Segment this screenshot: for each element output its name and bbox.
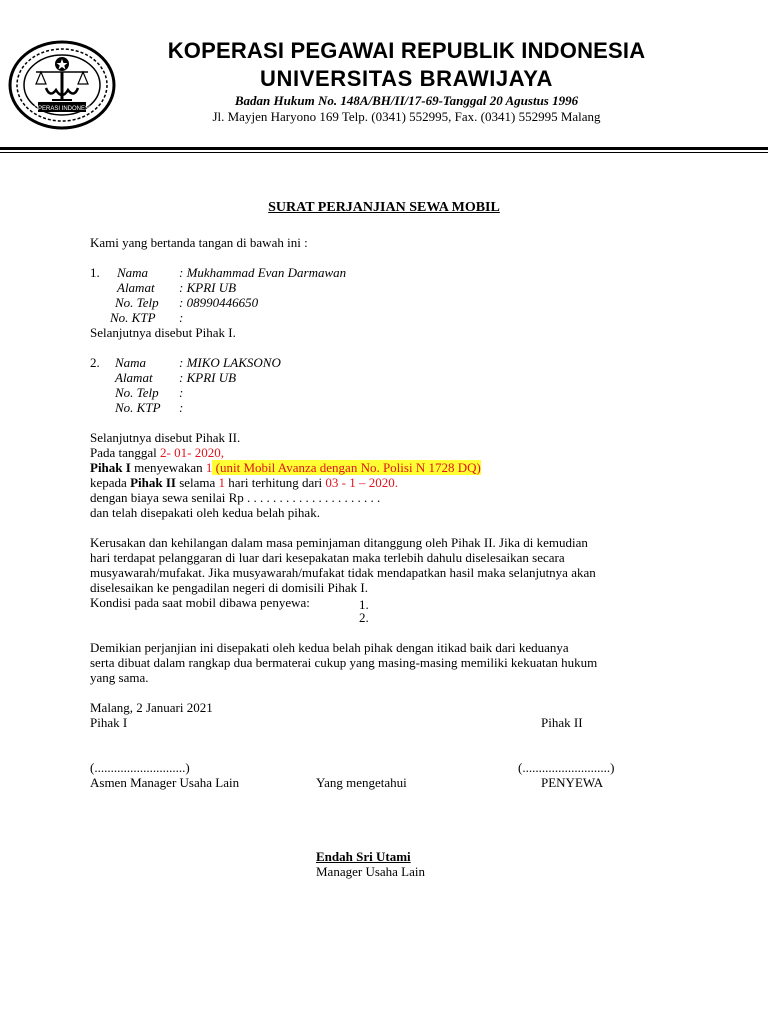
rental-date-value: 2- 01- 2020, xyxy=(160,445,224,460)
party2-designation: Selanjutnya disebut Pihak II. xyxy=(90,430,241,445)
start-date: 03 - 1 – 2020. xyxy=(325,475,398,490)
legal-line: Badan Hukum No. 148A/BH/II/17-69-Tanggal 20 Agustus 1996 xyxy=(234,93,579,108)
rental-date-line xyxy=(90,445,224,460)
clause-line-1: Kerusakan dan kehilangan dalam masa peminjaman ditanggung oleh Pihak II. Jika di kemudian xyxy=(90,535,588,550)
condition-item-1: 1. xyxy=(359,597,369,612)
condition-item-2: 2. xyxy=(359,610,369,625)
unit-qty: 1 xyxy=(205,460,213,475)
party2-alamat-label: Alamat xyxy=(115,370,153,385)
rent-verb: menyewakan xyxy=(130,460,206,475)
agreement-line: dan telah disepakati oleh kedua belah pihak. xyxy=(90,505,320,520)
party1-ktp-label: No. KTP xyxy=(110,310,156,325)
address-line: Jl. Mayjen Haryono 169 Telp. (0341) 552995, Fax. (0341) 552995 Malang xyxy=(212,109,601,124)
party1-number: 1. xyxy=(90,265,100,280)
party2-ktp: : xyxy=(179,400,184,415)
signer-role: Manager Usaha Lain xyxy=(316,864,426,879)
to-text: kepada xyxy=(90,475,131,490)
rental-fee-line: dengan biaya sewa senilai Rp . . . . . . . . . . . . . . . . . . . . . xyxy=(90,490,381,505)
place-date: Malang, 2 Januari 2021 xyxy=(90,700,213,715)
party1-designation: Selanjutnya disebut Pihak I. xyxy=(90,325,236,340)
header-rule-thick xyxy=(0,147,768,150)
party1-telp-label: No. Telp xyxy=(115,295,159,310)
rental-object-line xyxy=(90,460,481,475)
intro-text: Kami yang bertanda tangan di bawah ini : xyxy=(90,235,308,250)
rental-duration-line xyxy=(90,475,398,490)
clause-line-2: hari terdapat pelanggaran di luar dari kesepakatan maka terlebih dahulu diselesaikan secara xyxy=(90,550,565,565)
pihak1-sign-label: Pihak I xyxy=(90,715,128,730)
party1-telp: : 08990446650 xyxy=(179,295,259,310)
party1-nama-label: Nama xyxy=(117,265,149,280)
sign-blank-right: (...........................) xyxy=(518,760,615,775)
header-rule-thin xyxy=(0,152,768,153)
document-title: SURAT PERJANJIAN SEWA MOBIL xyxy=(268,200,500,215)
sign-blank-left: (............................) xyxy=(90,760,190,775)
condition-label: Kondisi pada saat mobil dibawa penyewa: xyxy=(90,595,310,610)
closing-line-3: yang sama. xyxy=(90,670,149,685)
role-left: Asmen Manager Usaha Lain xyxy=(90,775,240,790)
counted-from-text: hari terhitung dari xyxy=(225,475,326,490)
party2-nama-label: Nama xyxy=(115,355,147,370)
pihak2-label: Pihak II xyxy=(130,475,176,490)
party1-nama: : Mukhammad Evan Darmawan xyxy=(179,265,347,280)
rental-date-label: Pada tanggal xyxy=(90,445,157,460)
koperasi-logo xyxy=(6,38,118,132)
party2-telp: : xyxy=(179,385,184,400)
pihak1-label: Pihak I xyxy=(90,460,131,475)
vehicle-desc: (unit Mobil Avanza dengan No. Polisi N 1728 DQ) xyxy=(212,460,481,475)
role-right: PENYEWA xyxy=(541,775,604,790)
during-text: selama xyxy=(175,475,219,490)
clause-line-3: musyawarah/mufakat. Jika musyawarah/mufakat tidak mendapatkan hasil maka selanjutnya akan xyxy=(90,565,596,580)
days-count: 1 xyxy=(218,475,226,490)
party2-nama: : MIKO LAKSONO xyxy=(179,355,281,370)
party2-alamat: : KPRI UB xyxy=(179,370,237,385)
party1-alamat: : KPRI UB xyxy=(179,280,237,295)
party1-ktp: : xyxy=(179,310,184,325)
signer-name: Endah Sri Utami xyxy=(316,849,411,864)
party2-telp-label: No. Telp xyxy=(115,385,159,400)
org-sub: UNIVERSITAS BRAWIJAYA xyxy=(260,66,553,91)
party2-number: 2. xyxy=(90,355,100,370)
pihak2-sign-label: Pihak II xyxy=(541,715,583,730)
closing-line-2: serta dibuat dalam rangkap dua bermaterai cukup yang masing-masing memiliki kekuatan hukum xyxy=(90,655,598,670)
party1-alamat-label: Alamat xyxy=(117,280,155,295)
clause-line-4: diselesaikan ke pengadilan negeri di domisili Pihak I. xyxy=(90,580,368,595)
org-name: KOPERASI PEGAWAI REPUBLIK INDONESIA xyxy=(167,38,646,63)
svg-text:KOPERASI INDONESIA: KOPERASI INDONESIA xyxy=(29,106,95,112)
role-mid: Yang mengetahui xyxy=(316,775,407,790)
party2-ktp-label: No. KTP xyxy=(115,400,161,415)
closing-line-1: Demikian perjanjian ini disepakati oleh kedua belah pihak dengan itikad baik dari keduanya xyxy=(90,640,569,655)
